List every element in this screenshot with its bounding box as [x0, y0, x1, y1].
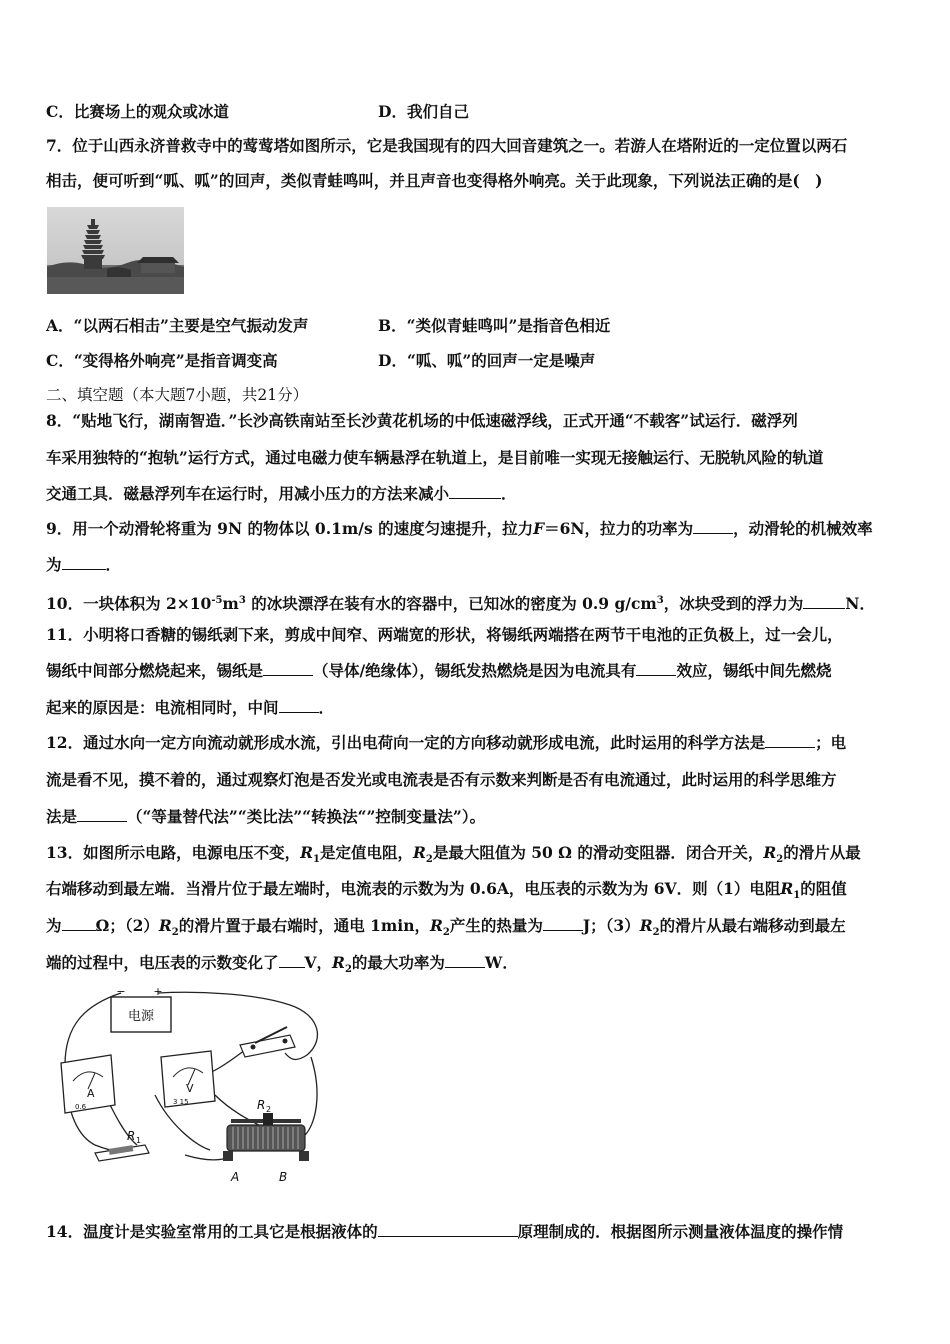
q13-line-1 — [46, 842, 906, 871]
q7-option-d: D．“呱、呱”的回声一定是噪声 — [378, 351, 596, 370]
q13-r2b: R — [763, 843, 777, 862]
q13-t8: Ω；（2） — [95, 916, 159, 935]
q11-effect-blank[interactable] — [636, 661, 676, 676]
q11-end: ． — [318, 698, 335, 717]
q13-line-3 — [46, 915, 906, 944]
q13-t9: 的滑片置于最右端时，通电 1min， — [178, 916, 430, 935]
q11-line-2 — [46, 660, 906, 682]
q11-text-b: （导体/绝缘体），锡纸发热燃烧是因为电流具有 — [313, 661, 637, 680]
ammeter-symbol: A — [87, 1087, 95, 1100]
q14-line-1 — [46, 1221, 906, 1243]
q13-r2f-sub: 2 — [344, 964, 352, 976]
q12-line-2: 流是看不见，摸不着的，通过观察灯泡是否发光或电流表是否有示数来判断是否有电流通过，此时运用的科学思维方 — [46, 770, 837, 789]
q13-resistance-blank[interactable] — [62, 916, 96, 931]
q9-var-f: F — [533, 519, 545, 538]
q9-line-2 — [46, 554, 906, 576]
q11-material-blank[interactable] — [263, 661, 313, 676]
q7-line-1: 7．位于山西永济普救寺中的莺莺塔如图所示，它是我国现有的四大回音建筑之一。若游人在塔附近的一定位置以两石 — [46, 136, 848, 155]
q10-p4: ，冰块受到的浮力为 — [663, 594, 804, 614]
q14-text-a: 14．温度计是实验室常用的工具它是根据液体的 — [46, 1222, 378, 1241]
q11-line-1: 11．小明将口香糖的锡纸剥下来，剪成中间窄、两端宽的形状，将锡纸两端搭在两节干电池的正负极上，过一会儿， — [46, 625, 843, 644]
q9-text-c: ，动滑轮的机械效率 — [733, 519, 873, 538]
q9-power-blank[interactable] — [693, 519, 733, 534]
q13-t4: 的滑片从最 — [783, 843, 861, 862]
q13-t15: 的最大功率为 — [351, 953, 445, 972]
q10-exp1: -5 — [211, 595, 223, 606]
voltmeter — [161, 1051, 215, 1107]
terminal-b-label: B — [279, 1170, 288, 1184]
q13-t3: 是最大阻值为 50 Ω 的滑动变阻器．闭合开关， — [432, 843, 764, 862]
ammeter — [61, 1055, 115, 1113]
pagoda-photo — [47, 207, 184, 294]
q9-line-1 — [46, 518, 906, 540]
q10-p3: 的冰块漂浮在装有水的容器中，已知冰的密度为 0.9 g/cm — [245, 594, 657, 614]
q8-line-1: 8．“贴地飞行，湖南智造．”长沙高铁南站至长沙黄花机场的中低速磁浮线，正式开通“不载客”试运行．磁浮列 — [46, 411, 798, 430]
q13-line-2 — [46, 878, 906, 907]
q10-buoyancy-blank[interactable] — [803, 594, 845, 609]
q13-r2d: R — [429, 916, 443, 935]
q13-t6: 的阻值 — [800, 879, 847, 898]
r1-label: R — [127, 1129, 136, 1143]
section-title: 二、填空题（本大题7小题，共21分） — [46, 386, 309, 404]
q13-r2e: R — [639, 916, 653, 935]
voltmeter-symbol: V — [186, 1082, 194, 1095]
q13-voltage-change-blank[interactable] — [279, 953, 305, 968]
q8-line-2: 车采用独特的“抱轨”运行方式，通过电磁力使车辆悬浮在轨道上，是目前唯一实现无接触运行、无脱轨风险的轨道 — [46, 448, 824, 467]
voltmeter-scale: 3 15 — [173, 1098, 189, 1106]
q8-end: ． — [501, 484, 517, 503]
q13-r2c-sub: 2 — [171, 927, 179, 939]
q11-text-c: 效应，锡纸中间先燃烧 — [676, 661, 832, 680]
q12-line-3 — [46, 806, 906, 828]
q12-line-1 — [46, 732, 906, 754]
q9-efficiency-blank[interactable] — [62, 555, 106, 570]
terminal-a-label: A — [231, 1170, 240, 1184]
power-minus: − — [116, 985, 126, 998]
q10-p1: 10．一块体积为 2×10 — [46, 594, 212, 614]
q13-t13: 端的过程中，电压表的示数变化了 — [46, 953, 279, 972]
q9-end: ． — [105, 555, 122, 574]
q10-p5: N． — [845, 594, 875, 614]
q11-line-3 — [46, 697, 906, 719]
q6-option-d: D．我们自己 — [378, 102, 469, 121]
power-plus: + — [153, 985, 163, 998]
q12-method-blank[interactable] — [765, 733, 815, 748]
q12-text-b: ；电 — [815, 733, 847, 752]
q9-text-b: ＝6N，拉力的功率为 — [544, 519, 694, 538]
q12-text-a: 12．通过水向一定方向流动就形成水流，引出电荷向一定的方向移动就形成电流，此时运用的科学方法是 — [46, 733, 766, 752]
q8-text: 交通工具．磁悬浮列车在运行时，用减小压力的方法来减小 — [46, 484, 450, 503]
q10-exp2: 3 — [238, 595, 246, 606]
q14-text-b: 原理制成的．根据图所示测量液体温度的操作情 — [517, 1222, 844, 1241]
q13-t16: W． — [484, 953, 518, 972]
q13-r2e-sub: 2 — [652, 927, 660, 939]
q13-r1b: R — [780, 879, 794, 898]
q8-line-3 — [46, 483, 906, 505]
q11-text-a: 锡纸中间部分燃烧起来，锡纸是 — [46, 661, 264, 680]
r2-label: R — [257, 1098, 266, 1112]
q12-thinking-blank[interactable] — [77, 807, 127, 822]
power-supply-label: 电源 — [127, 1009, 155, 1024]
q13-t12: 的滑片从最右端移动到最左 — [659, 916, 846, 935]
q10-exp3: 3 — [656, 595, 664, 606]
q13-heat-blank[interactable] — [543, 916, 583, 931]
q13-line-4 — [46, 952, 906, 981]
q7-option-c: C．“变得格外响亮”是指音调变高 — [46, 351, 278, 370]
q13-r2b-sub: 2 — [776, 854, 784, 866]
r1-sub: 1 — [136, 1136, 142, 1145]
q13-max-power-blank[interactable] — [445, 953, 485, 968]
q13-t10: 产生的热量为 — [449, 916, 543, 935]
q14-principle-blank[interactable] — [378, 1222, 518, 1237]
q8-answer-blank[interactable] — [449, 484, 501, 499]
q7-option-a: A．“以两石相击”主要是空气振动发声 — [46, 316, 309, 335]
switch — [240, 1027, 295, 1057]
q12-text-c: 法是 — [46, 807, 78, 826]
q13-r1-sub: 1 — [312, 854, 320, 866]
q10-line — [46, 590, 906, 615]
q12-text-d: （“等量替代法”“类比法”“转换法“”控制变量法”）。 — [127, 807, 486, 826]
q13-t7: 为 — [46, 916, 62, 935]
q9-text-d: 为 — [46, 555, 62, 574]
ammeter-scale: 0.6 — [75, 1103, 87, 1111]
q13-r2d-sub: 2 — [442, 927, 450, 939]
r2-sub: 2 — [266, 1105, 272, 1114]
q7-line-2: 相击，便可听到“呱、呱”的回声，类似青蛙鸣叫，并且声音也变得格外响亮。关于此现象，下列说法正确的是( ) — [46, 171, 823, 190]
q9-text-a: 9．用一个动滑轮将重为 9N 的物体以 0.1m/s 的速度匀速提升，拉力 — [46, 519, 534, 538]
q13-r2f: R — [332, 953, 345, 972]
q11-reason-blank[interactable] — [279, 698, 319, 713]
q11-text-d: 起来的原因是：电流相同时，中间 — [46, 698, 279, 717]
q13-t1: 13．如图所示电路，电源电压不变， — [46, 843, 301, 862]
q13-t5: 右端移动到最左端．当滑片位于最左端时，电流表的示数为为 0.6A，电压表的示数为为 6V．则（1）电阻 — [46, 879, 781, 898]
q13-r2: R — [412, 843, 426, 862]
q7-option-b: B．“类似青蛙鸣叫”是指音色相近 — [378, 316, 611, 335]
q13-r1: R — [300, 843, 313, 862]
q13-t11: J；（3） — [582, 916, 640, 935]
circuit-diagram — [45, 985, 330, 1185]
q13-r1b-sub: 1 — [793, 890, 801, 902]
q13-t2: 是定值电阻， — [319, 843, 413, 862]
q13-r2-sub: 2 — [425, 854, 433, 866]
q13-t14: V， — [304, 953, 333, 972]
q10-p2: m — [222, 594, 239, 614]
resistor-r1 — [95, 1129, 149, 1161]
q13-r2c: R — [158, 916, 172, 935]
q6-option-c: C．比赛场上的观众或冰道 — [46, 102, 229, 121]
